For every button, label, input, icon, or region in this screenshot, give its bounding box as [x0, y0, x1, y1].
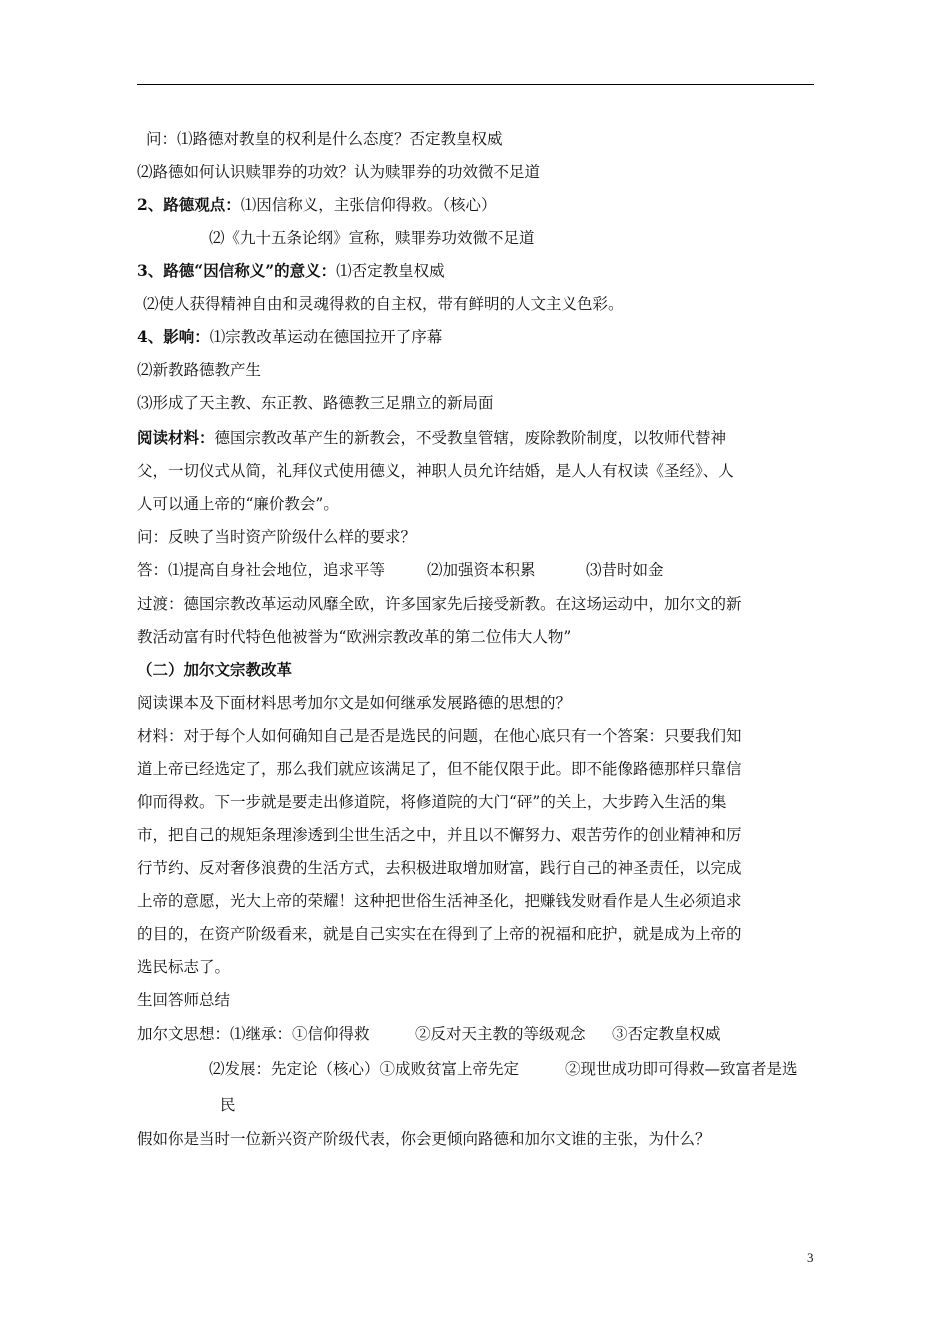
material-line-8: 选民标志了。	[137, 958, 231, 976]
reading-text-1: 德国宗教改革产生的新教会，不受教皇管辖，废除教阶制度，以牧师代替神	[214, 429, 727, 447]
reading-question: 问：反映了当时资产阶级什么样的要求？	[137, 528, 417, 546]
answer-3: ⑶昔时如金	[586, 561, 664, 579]
page-number: 3	[807, 1250, 814, 1265]
material-line-5: 行节约、反对奢侈浪费的生活方式，去积极进取增加财富，践行自己的神圣责任，以完成	[137, 859, 742, 877]
section-4-point-3: ⑶形成了天主教、东正教、路德教三足鼎立的新局面	[137, 394, 494, 412]
material-line-1: 材料：对于每个人如何确知自己是否是选民的问题，在他心底只有一个答案：只要我们知	[137, 727, 742, 745]
section-2-heading: 2、路德观点：	[137, 195, 241, 214]
reading-task: 阅读课本及下面材料思考加尔文是如何继承发展路德的思想的？	[137, 694, 572, 712]
reading-heading: 阅读材料：	[137, 428, 215, 447]
material-line-7: 的目的，在资产阶级看来，就是自己实实在在得到了上帝的祝福和庇护，就是成为上帝的	[137, 925, 742, 943]
reading-text-2: 父，一切仪式从简，礼拜仪式使用德义，神职人员允许结婚，是人人有权读《圣经》、人	[137, 462, 734, 480]
section-4-point-2: ⑵新教路德教产生	[137, 361, 262, 379]
material-line-6: 上帝的意愿，光大上帝的荣耀！这种把世俗生活神圣化，把赚钱发财看作是人生必须追求	[137, 892, 742, 910]
transition-1: 过渡：德国宗教改革运动风靡全欧，许多国家先后接受新教。在这场运动中，加尔文的新	[137, 595, 742, 613]
section-3-line	[137, 261, 445, 281]
calvin-inherit-3: ③否定教皇权威	[612, 1025, 721, 1043]
calvin-develop-3: 民	[220, 1096, 236, 1114]
final-question: 假如你是当时一位新兴资产阶级代表，你会更倾向路德和加尔文谁的主张，为什么？	[137, 1130, 711, 1148]
section-calvin-heading: （二）加尔文宗教改革	[137, 660, 293, 679]
section-3-point-2: ⑵使人获得精神自由和灵魂得救的自主权，带有鲜明的人文主义色彩。	[143, 295, 624, 313]
section-4-point-1: ⑴宗教改革运动在德国拉开了序幕	[209, 328, 443, 346]
material-line-2: 道上帝已经选定了，那么我们就应该满足了，但不能仅限于此。即不能像路德那样只靠信	[137, 760, 742, 778]
section-2-point-2: ⑵《九十五条论纲》宣称，赎罪券功效微不足道	[209, 229, 535, 247]
calvin-develop-2: ②现世成功即可得救—致富者是选	[565, 1060, 798, 1078]
section-2-point-1: ⑴因信称义，主张信仰得救。（核心）	[240, 196, 497, 214]
transition-2: 教活动富有时代特色他被誉为“欧洲宗教改革的第二位伟大人物”	[137, 628, 572, 646]
section-3-heading: 3、路德“因信称义”的意义：	[137, 261, 337, 280]
section-4-heading: 4、影响：	[137, 327, 210, 346]
calvin-inherit-1: 加尔文思想：⑴继承：①信仰得救	[137, 1025, 370, 1043]
answer-2: ⑵加强资本积累	[427, 561, 536, 579]
section-2-line	[137, 195, 497, 215]
question-2: ⑵路德如何认识赎罪券的功效？认为赎罪券的功效微不足道	[137, 163, 541, 181]
section-3-point-1: ⑴否定教皇权威	[336, 262, 445, 280]
answer-1: 答：⑴提高自身社会地位，追求平等	[137, 561, 386, 579]
reading-text-3: 人可以通上帝的“廉价教会”。	[137, 495, 339, 513]
header-rule	[137, 84, 814, 85]
summary-label: 生回答师总结	[137, 991, 231, 1009]
material-line-4: 市，把自己的规矩条理渗透到尘世生活之中，并且以不懈努力、艰苦劳作的创业精神和厉	[137, 826, 742, 844]
calvin-develop-1: ⑵发展：先定论（核心）①成败贫富上帝先定	[209, 1060, 520, 1078]
question-1: 问：⑴路德对教皇的权利是什么态度？否定教皇权威	[146, 130, 503, 148]
reading-line-1	[137, 428, 726, 448]
calvin-inherit-2: ②反对天主教的等级观念	[415, 1025, 586, 1043]
material-line-3: 仰而得救。下一步就是要走出修道院，将修道院的大门“砰”的关上，大步跨入生活的集	[137, 793, 727, 811]
section-4-line	[137, 327, 442, 347]
